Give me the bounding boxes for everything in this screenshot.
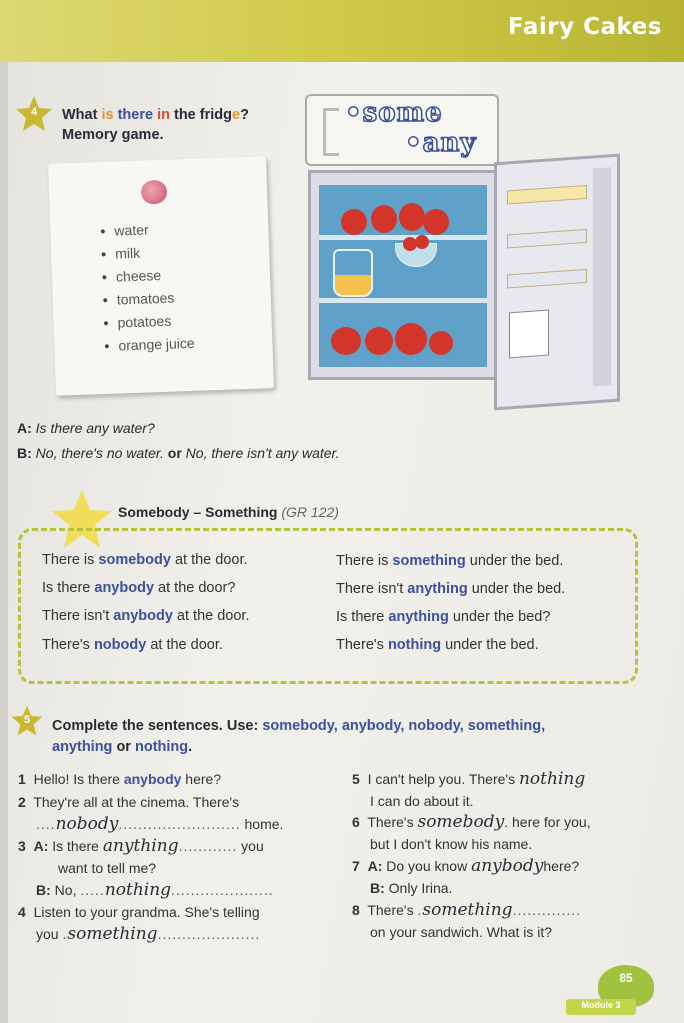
list-item: • water (100, 217, 191, 243)
grammar-title: Somebody – Something (GR 122) (118, 504, 339, 520)
grammar-example: There is somebody at the door. (42, 552, 248, 568)
list-item: • tomatoes (102, 286, 193, 312)
sentence-3: 3 A: Is there anything............ you (18, 836, 264, 856)
berry-icon (415, 235, 429, 249)
sentence-6-cont: but I don't know his name. (370, 836, 533, 852)
handwritten-answer[interactable]: something (422, 900, 513, 920)
grammar-example: There's nobody at the door. (42, 637, 223, 653)
handwritten-answer[interactable]: anything (102, 836, 179, 856)
door-shelf (507, 229, 587, 249)
food-list (100, 217, 195, 358)
strawberry-icon (399, 203, 425, 231)
grammar-example: There's nothing under the bed. (336, 637, 539, 653)
page-title: Fairy Cakes (508, 14, 662, 40)
fridge-illustration (308, 170, 498, 380)
some-any-sign (305, 94, 499, 166)
list-item: • orange juice (104, 332, 195, 358)
strawberry-icon (371, 205, 397, 233)
list-item: • milk (101, 240, 192, 266)
sign-word-any: •any (405, 128, 477, 158)
strawberry-icon (423, 209, 449, 235)
tomato-icon (331, 327, 361, 355)
door-panel (593, 167, 611, 386)
grammar-example: Is there anybody at the door? (42, 580, 236, 596)
header-band (0, 0, 684, 62)
exercise-4-subtitle: Memory game. (62, 127, 164, 143)
exercise-star-icon (14, 94, 54, 134)
sentence-8-cont: on your sandwich. What is it? (370, 924, 553, 940)
sentence-7-b: B: Only Irina. (370, 880, 453, 896)
sentence-3-cont: want to tell me? (58, 860, 157, 876)
milk-carton-icon (509, 310, 549, 359)
page-number: 85 (619, 971, 633, 985)
sentence-1: 1 Hello! Is there anybody here? (18, 771, 222, 787)
handwritten-answer[interactable]: anybody (471, 856, 544, 876)
fridge-shelf (319, 298, 487, 303)
sentence-3-b: B: No, .....nothing..................... (36, 880, 274, 900)
grammar-example: There is something under the bed. (336, 553, 564, 569)
memory-card (48, 156, 274, 395)
sign-word-some: •some (345, 98, 443, 128)
cheese-icon (141, 180, 168, 205)
door-shelf (507, 269, 587, 289)
handwritten-answer[interactable]: nothing (104, 880, 172, 900)
exercise-star-icon (10, 704, 44, 738)
fridge-shelf (319, 235, 487, 240)
sentence-4-cont: you .something..................... (36, 924, 261, 944)
list-item: • potatoes (103, 309, 194, 335)
page-number-badge (566, 965, 676, 1023)
list-item: • cheese (102, 263, 193, 289)
module-label: Module 3 (581, 1000, 621, 1010)
grammar-example: There isn't anybody at the door. (42, 608, 250, 624)
exercise-number: 4 (30, 106, 38, 118)
dialogue-a: A: Is there any water? (17, 420, 155, 436)
dialogue-b: B: No, there's no water. or No, there isn't any water. (17, 445, 340, 461)
exercise-4-title: What is there in the fridge? Memory game. (62, 107, 249, 143)
handwritten-answer[interactable]: nobody (55, 814, 119, 834)
exercise-number: 5 (23, 714, 31, 726)
sentence-7: 7 A: Do you know anybodyhere? (352, 856, 580, 876)
tomato-icon (395, 323, 427, 355)
sentence-5-cont: I can do about it. (370, 793, 474, 809)
sentence-4: 4 Listen to your grandma. She's telling (18, 904, 260, 920)
tomato-icon (365, 327, 393, 355)
handwritten-answer[interactable]: nothing (518, 769, 586, 789)
grammar-example: There isn't anything under the bed. (336, 581, 566, 597)
fridge-door (494, 154, 620, 411)
sentence-2: 2 They're all at the cinema. There's (18, 794, 240, 810)
handwritten-answer[interactable]: somebody (417, 812, 505, 832)
exercise-5-title: Complete the sentences. Use: somebody, anybody, nobody, something, anything or nothing. (52, 718, 546, 755)
sentence-5: 5 I can't help you. There's nothing (352, 769, 586, 789)
grammar-example: Is there anything under the bed? (336, 609, 551, 625)
page-spine (0, 62, 8, 1023)
sentence-8: 8 There's .something.............. (352, 900, 582, 920)
sentence-2-answer: ....nobody......................... home. (36, 814, 284, 834)
juice-jug-icon (333, 249, 373, 297)
door-shelf-eggs (507, 185, 587, 205)
bracket-icon (323, 108, 339, 156)
tomato-icon (429, 331, 453, 355)
sentence-6: 6 There's somebody. here for you, (352, 812, 591, 832)
handwritten-answer[interactable]: something (67, 924, 158, 944)
strawberry-icon (341, 209, 367, 235)
